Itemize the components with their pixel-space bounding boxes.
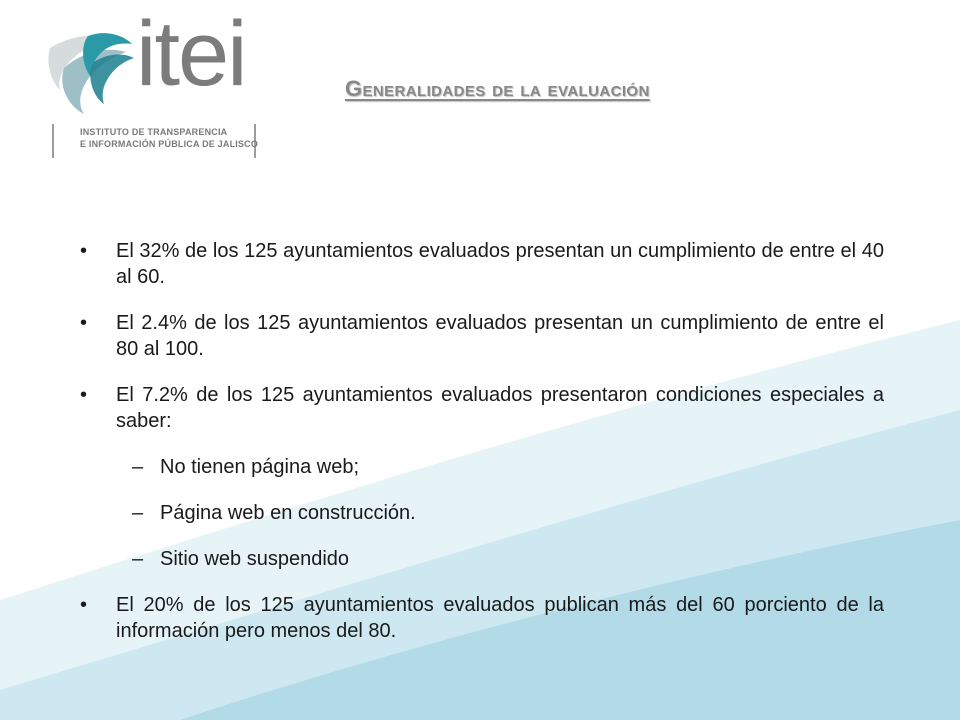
- itei-logo: [44, 3, 274, 168]
- logo-subtitle: [52, 124, 259, 158]
- bullet-text: El 32% de los 125 ayuntamientos evaluados presentan un cumplimiento de entre el 40 al 60.: [116, 240, 884, 288]
- bullet-item: [80, 382, 884, 434]
- logo-subtitle-line-2: E INFORMACIÓN PÚBLICA DE JALISCO: [80, 139, 259, 149]
- slide-title: Generalidades de la evaluación: [345, 76, 650, 101]
- sub-bullet-text: Sitio web suspendido: [160, 548, 350, 570]
- bullet-marker: •: [80, 384, 88, 406]
- sub-bullet-item: [80, 500, 884, 526]
- logo-subtitle-line-1: INSTITUTO DE TRANSPARENCIA: [80, 127, 228, 137]
- bullet-text: El 2.4% de los 125 ayuntamientos evaluados presentan un cumplimiento de entre el 80 al 100.: [116, 312, 884, 360]
- sub-bullet-marker: –: [132, 502, 144, 524]
- sub-bullet-marker: –: [132, 456, 144, 478]
- bullet-marker: •: [80, 240, 88, 262]
- bullet-item: [80, 592, 884, 644]
- sub-bullet-text: Página web en construcción.: [160, 502, 416, 524]
- sub-bullet-item: [80, 546, 884, 572]
- bullet-text: El 20% de los 125 ayuntamientos evaluados publican más del 60 porciento de la información pero menos del 80.: [116, 594, 884, 642]
- sub-bullet-item: [80, 454, 884, 480]
- bullet-marker: •: [80, 594, 88, 616]
- sub-bullet-marker: –: [132, 548, 144, 570]
- bullet-item: [80, 310, 884, 362]
- bullet-marker: •: [80, 312, 88, 334]
- itei-wordmark: itei: [136, 3, 246, 105]
- bullet-list: [80, 238, 884, 664]
- sub-bullet-text: No tienen página web;: [160, 456, 360, 478]
- bullet-item: [80, 238, 884, 290]
- bullet-text: El 7.2% de los 125 ayuntamientos evaluados presentaron condiciones especiales a saber:: [116, 384, 884, 432]
- itei-logo-mark-icon: [44, 28, 140, 114]
